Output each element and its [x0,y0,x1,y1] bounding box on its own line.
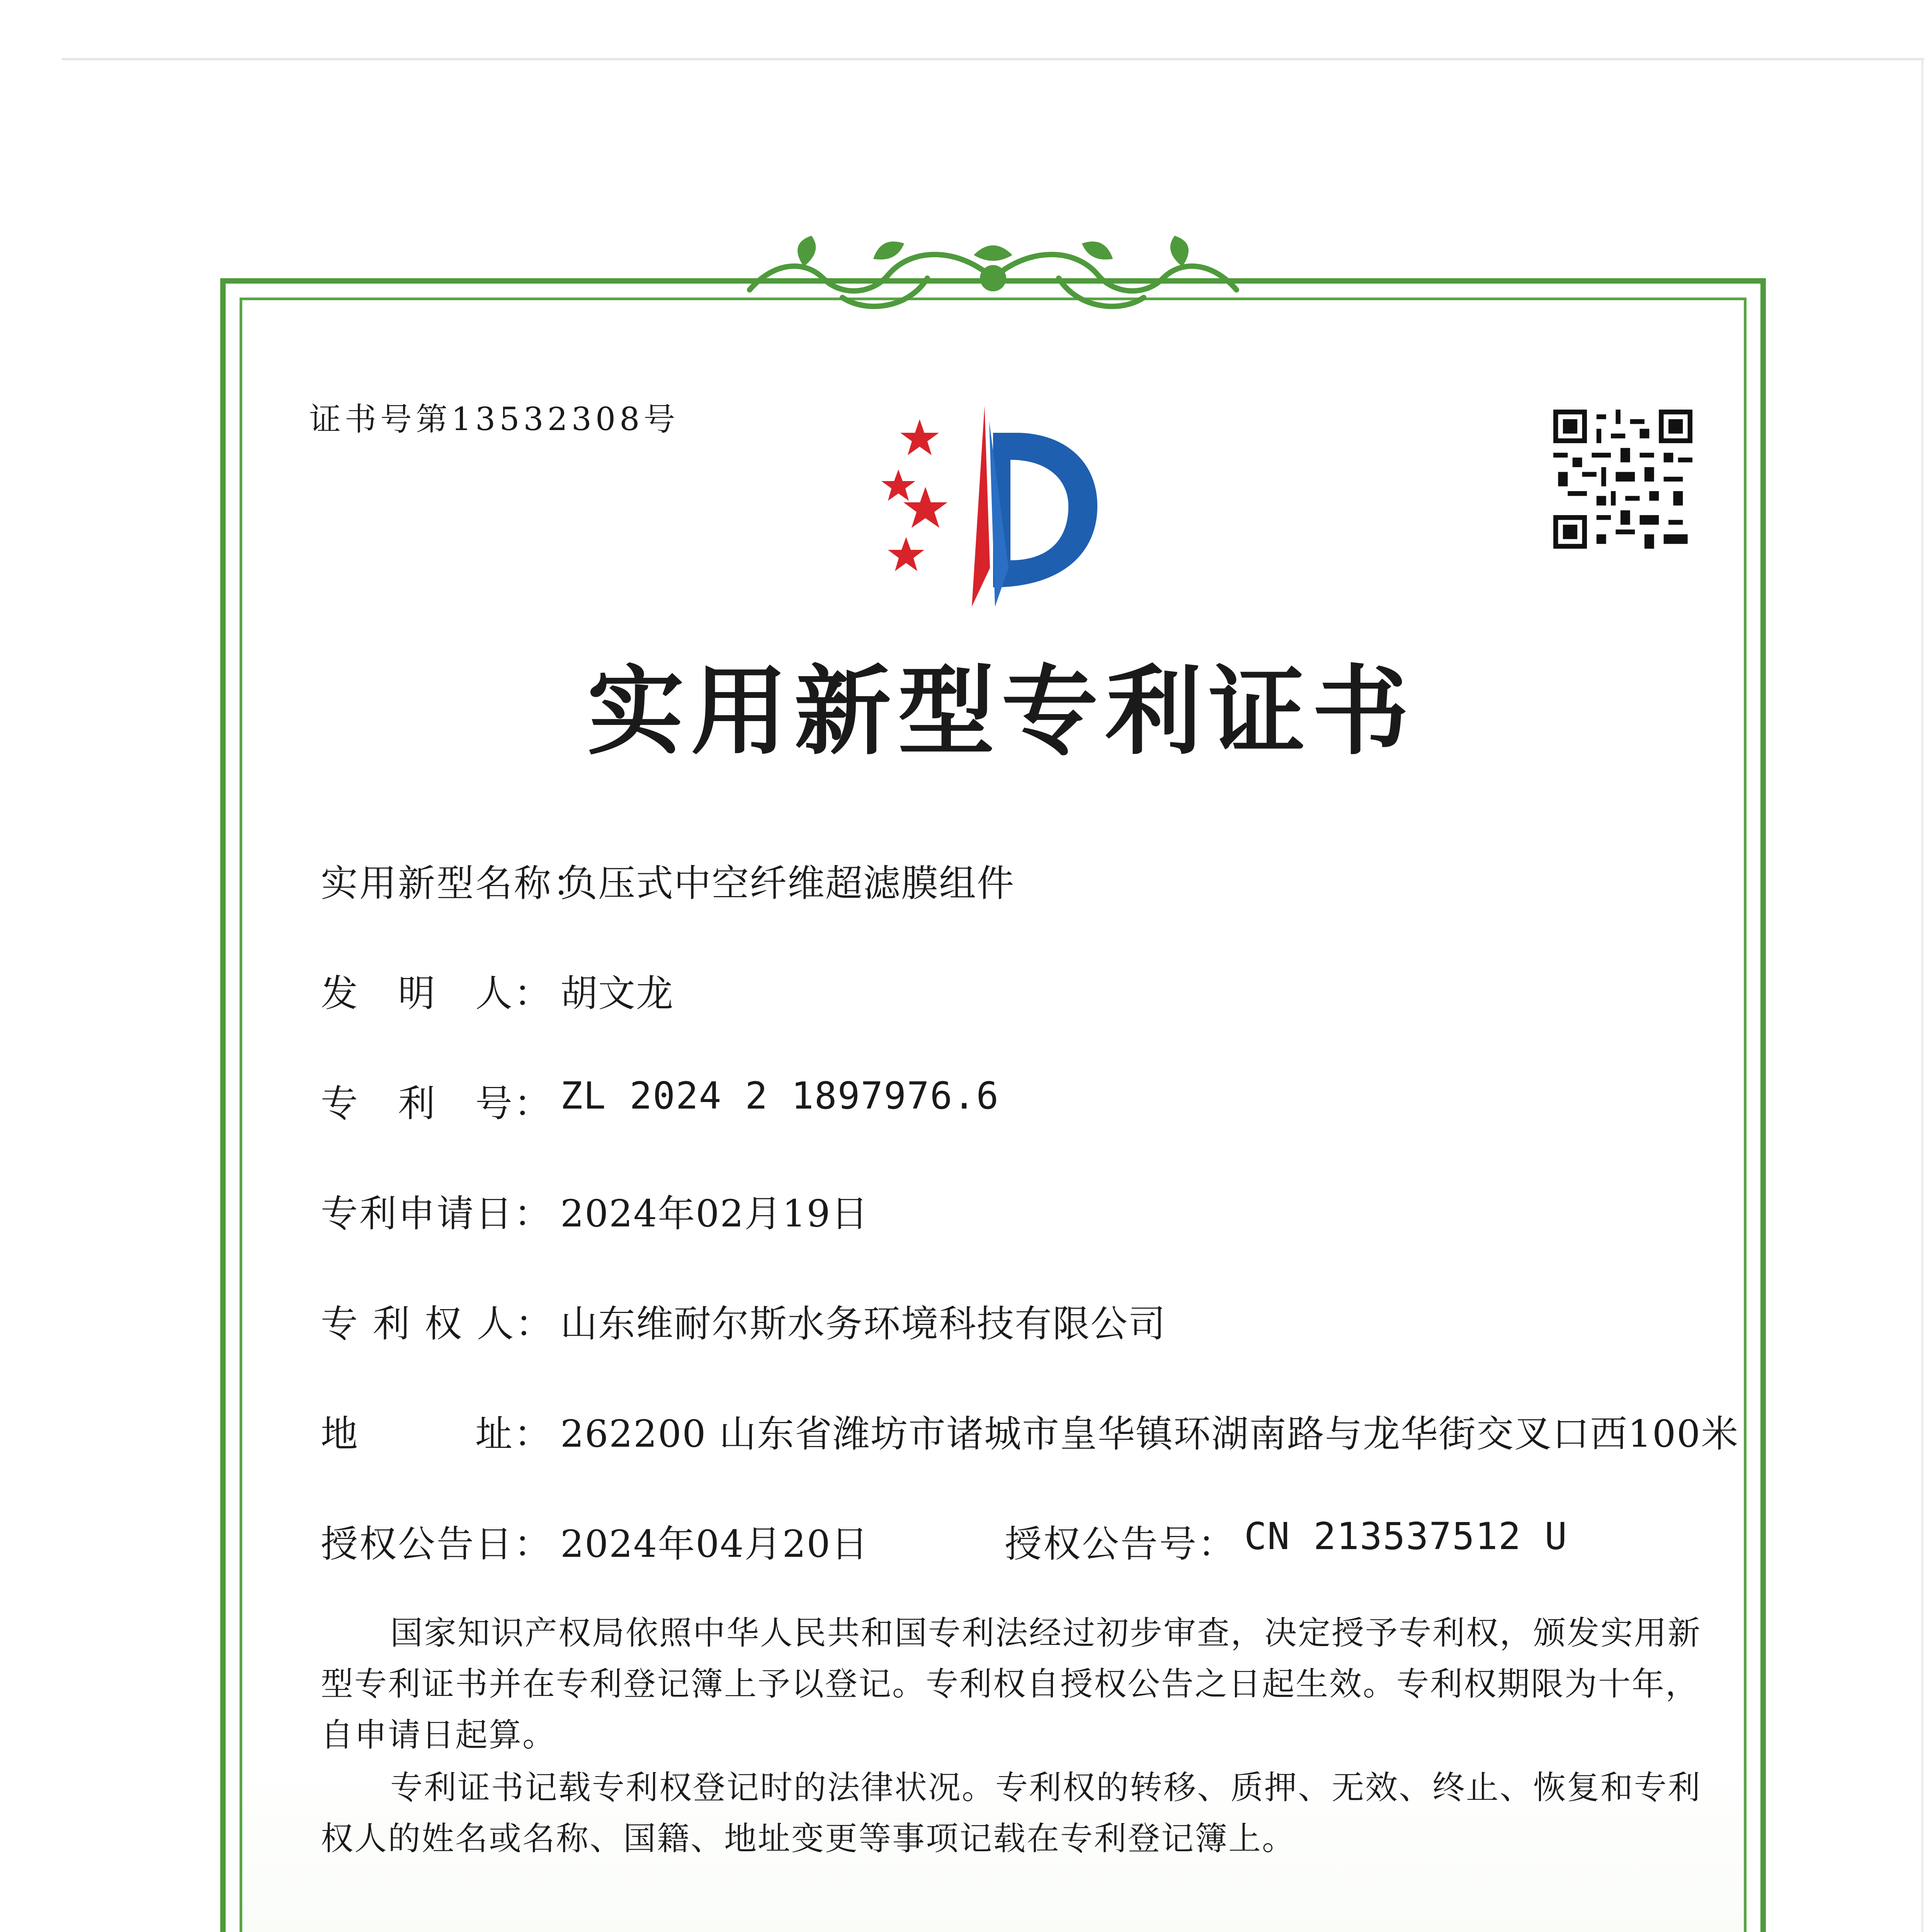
patent-office-logo-icon [862,406,1140,614]
scan-edge [1921,58,1923,1932]
top-ornament [726,232,1260,325]
address-label: 地 址： [321,1412,553,1456]
patentee-label: 专 利 权 人： [321,1302,554,1345]
utility-model-name-value: 负压式中空纤维超滤膜组件 [560,862,1015,905]
grant-date-label: 授权公告日： [321,1522,553,1566]
patentee-value: 山东维耐尔斯水务环境科技有限公司 [560,1302,1166,1345]
address-value: 262200 山东省潍坊市诸城市皇华镇环湖南路与龙华街交叉口西100米 [560,1412,1739,1456]
filing-date-label: 专利申请日： [321,1192,553,1235]
body-paragraph-1-text: 国家知识产权局依照中华人民共和国专利法经过初步审查，决定授予专利权，颁发实用新型专利证书并在专利登记簿上予以登记。专利权自授权公告之日起生效。专利权期限为十年，自申请日起算。 [321,1614,1702,1754]
certificate-title: 实用新型专利证书 [587,654,1416,768]
filing-date-value: 2024年02月19日 [560,1192,869,1235]
patent-number-label: 专 利 号： [321,1082,553,1125]
grant-number-label: 授权公告号： [1005,1522,1236,1566]
body-paragraph-2-text: 专利证书记载专利权登记时的法律状况。专利权的转移、质押、无效、终止、恢复和专利权人的姓名或名称、国籍、地址变更等事项记载在专利登记簿上。 [321,1769,1702,1857]
patent-number-value: ZL 2024 2 1897976.6 [560,1074,1000,1117]
grant-number-value: CN 213537512 U [1244,1515,1568,1558]
inventor-value: 胡文龙 [560,972,674,1015]
grant-date-value: 2024年04月20日 [560,1522,869,1566]
utility-model-name-label: 实用新型名称： [321,862,591,905]
certificate-number: 证书号第13532308号 [309,401,679,438]
inventor-label: 发 明 人： [321,972,553,1015]
body-paragraph-2 [321,1762,1704,1864]
qr-code-icon [1553,410,1692,549]
body-paragraph-1 [321,1607,1704,1760]
scan-edge [62,58,1924,60]
